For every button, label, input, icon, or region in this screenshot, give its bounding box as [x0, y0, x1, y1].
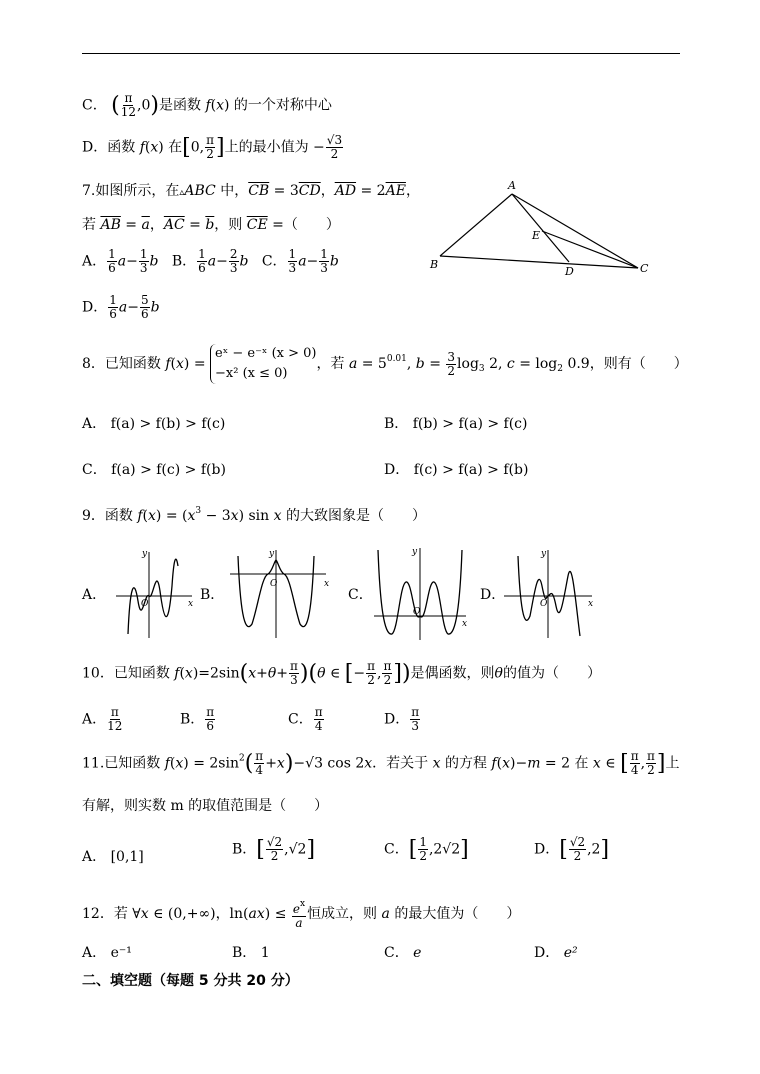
option-label: D． [82, 139, 108, 156]
point-a-label: A [508, 179, 516, 192]
q10-option-c: C． $\frac{\pi}{4}$ [288, 705, 323, 733]
svg-text:y: y [541, 549, 547, 559]
q10-option-d: D． $\frac{\pi}{3}$ [384, 705, 420, 733]
svg-text:O: O [141, 599, 149, 609]
graph-c [370, 544, 474, 644]
q12-option-c: C． e [384, 945, 422, 961]
q12-option-d: D． e² [534, 945, 578, 961]
svg-text:y: y [269, 549, 275, 559]
q11-option-c: C．[ $\frac{1}{2}$ ,2√2] [384, 835, 469, 863]
q11-option-a: A． [0,1] [82, 849, 144, 865]
triangle-figure [426, 176, 656, 282]
q9-stem: 9．函数 $f(x) = (x^3 - 3x)$ sin x 的大致图象是（ ） [82, 506, 426, 524]
svg-text:x: x [324, 579, 330, 589]
q9-label-a: A． [82, 587, 107, 603]
q8-option-a: A． f(a) > f(b) > f(c) [82, 416, 226, 432]
q11-stem-line1: 11.已知函数 $f(x) = 2\sin^2$( $\frac{\pi}{4}$ +x)−√3 cos 2x．若关于 x 的方程 f(x)−m = 2 在 x ∈ [ $\frac{\pi}{4}$ , $\frac{\pi}{2}$ ]上 [82, 749, 680, 777]
q9-label-c: C． [348, 587, 373, 603]
q8-stem: 8．已知函数 f(x) = eˣ − e⁻ˣ (x > 0) −x² (x ≤ 0)，若 $a = 5^{0.01}$, b = $\frac{3}{2}$ $\log_3 2$, $c = \log_2 0.9$，则有（ ） [82, 344, 688, 384]
q7-option-d: D． $\frac{1}{6}$ a− $\frac{5}{6}$ b [82, 293, 160, 321]
svg-text:O: O [540, 599, 548, 609]
q6-option-d: D．函数 f(x) 在[0, $\frac{\pi}{2}$ ]上的最小值为 − $\frac{√3}{2}$ [82, 133, 343, 161]
q7-stem-line2: 若 $\overline{AB} = \overline{a}$，$\overline{AC} = \overline{b}$，则 $\overline{CE}$ =（ ） [82, 217, 340, 233]
q8-option-b: B． f(b) > f(a) > f(c) [384, 416, 528, 432]
point-d-label: D [565, 265, 574, 278]
svg-text:x: x [188, 599, 194, 609]
svg-text:O: O [270, 579, 278, 589]
q11-stem-line2: 有解，则实数 m 的取值范围是（ ） [82, 798, 329, 814]
q12-option-b: B． 1 [232, 945, 270, 961]
q7-stem-line1: 7.如图所示，在▵ABC 中，$\overline{CB} = 3\overline{CD}$，$\overline{AD} = 2\overline{AE}$， [82, 183, 420, 199]
graph-d [500, 546, 600, 640]
q7-options-abc: A． $\frac{1}{6}$ a− $\frac{1}{3}$ b B． $\frac{1}{6}$ a− $\frac{2}{3}$ b C． $\frac{1}{3}$ a− $\frac{1}{3}$ b [82, 247, 339, 275]
svg-text:y: y [412, 547, 418, 557]
point-c-label: C [640, 262, 649, 275]
svg-text:y: y [142, 549, 148, 559]
option-label: C． [82, 97, 107, 114]
graph-b [226, 546, 336, 640]
q12-option-a: A． e⁻¹ [82, 945, 132, 961]
q10-option-b: B． $\frac{\pi}{6}$ [180, 705, 215, 733]
q11-option-b: B．[ $\frac{√2}{2}$ ,√2] [232, 835, 316, 863]
section-heading-fill-in: 二、填空题（每题 5 分共 20 分） [82, 973, 299, 989]
graph-a [112, 546, 198, 640]
svg-text:O: O [413, 607, 421, 617]
q10-option-a: A． $\frac{\pi}{12}$ [82, 705, 123, 733]
svg-text:x: x [462, 619, 468, 629]
svg-text:x: x [588, 599, 594, 609]
q8-option-c: C． f(a) > f(c) > f(b) [82, 462, 226, 478]
q12-stem: 12．若 ∀x ∈ (0,+∞)，ln(ax) ≤ $\frac{e^x}{a}$ 恒成立，则 a 的最大值为（ ） [82, 899, 521, 930]
header-rule [82, 53, 680, 54]
point-e-label: E [532, 229, 541, 242]
q8-option-d: D． f(c) > f(a) > f(b) [384, 462, 529, 478]
q11-option-d: D．[ $\frac{√2}{2}$ ,2] [534, 835, 610, 863]
q9-label-b: B． [200, 587, 225, 603]
q10-stem: 10．已知函数 f(x)=2sin(x+θ+ $\frac{\pi}{3}$ )(θ ∈ [− $\frac{\pi}{2}$ , $\frac{\pi}{2}$ ])是偶函数，则θ的值为（ ） [82, 659, 601, 687]
point-b-label: B [430, 258, 439, 271]
q9-label-d: D． [480, 587, 506, 603]
q6-option-c: C． ( $\frac{\pi}{12}$ ,0)是函数 f(x) 的一个对称中心 [82, 91, 332, 119]
